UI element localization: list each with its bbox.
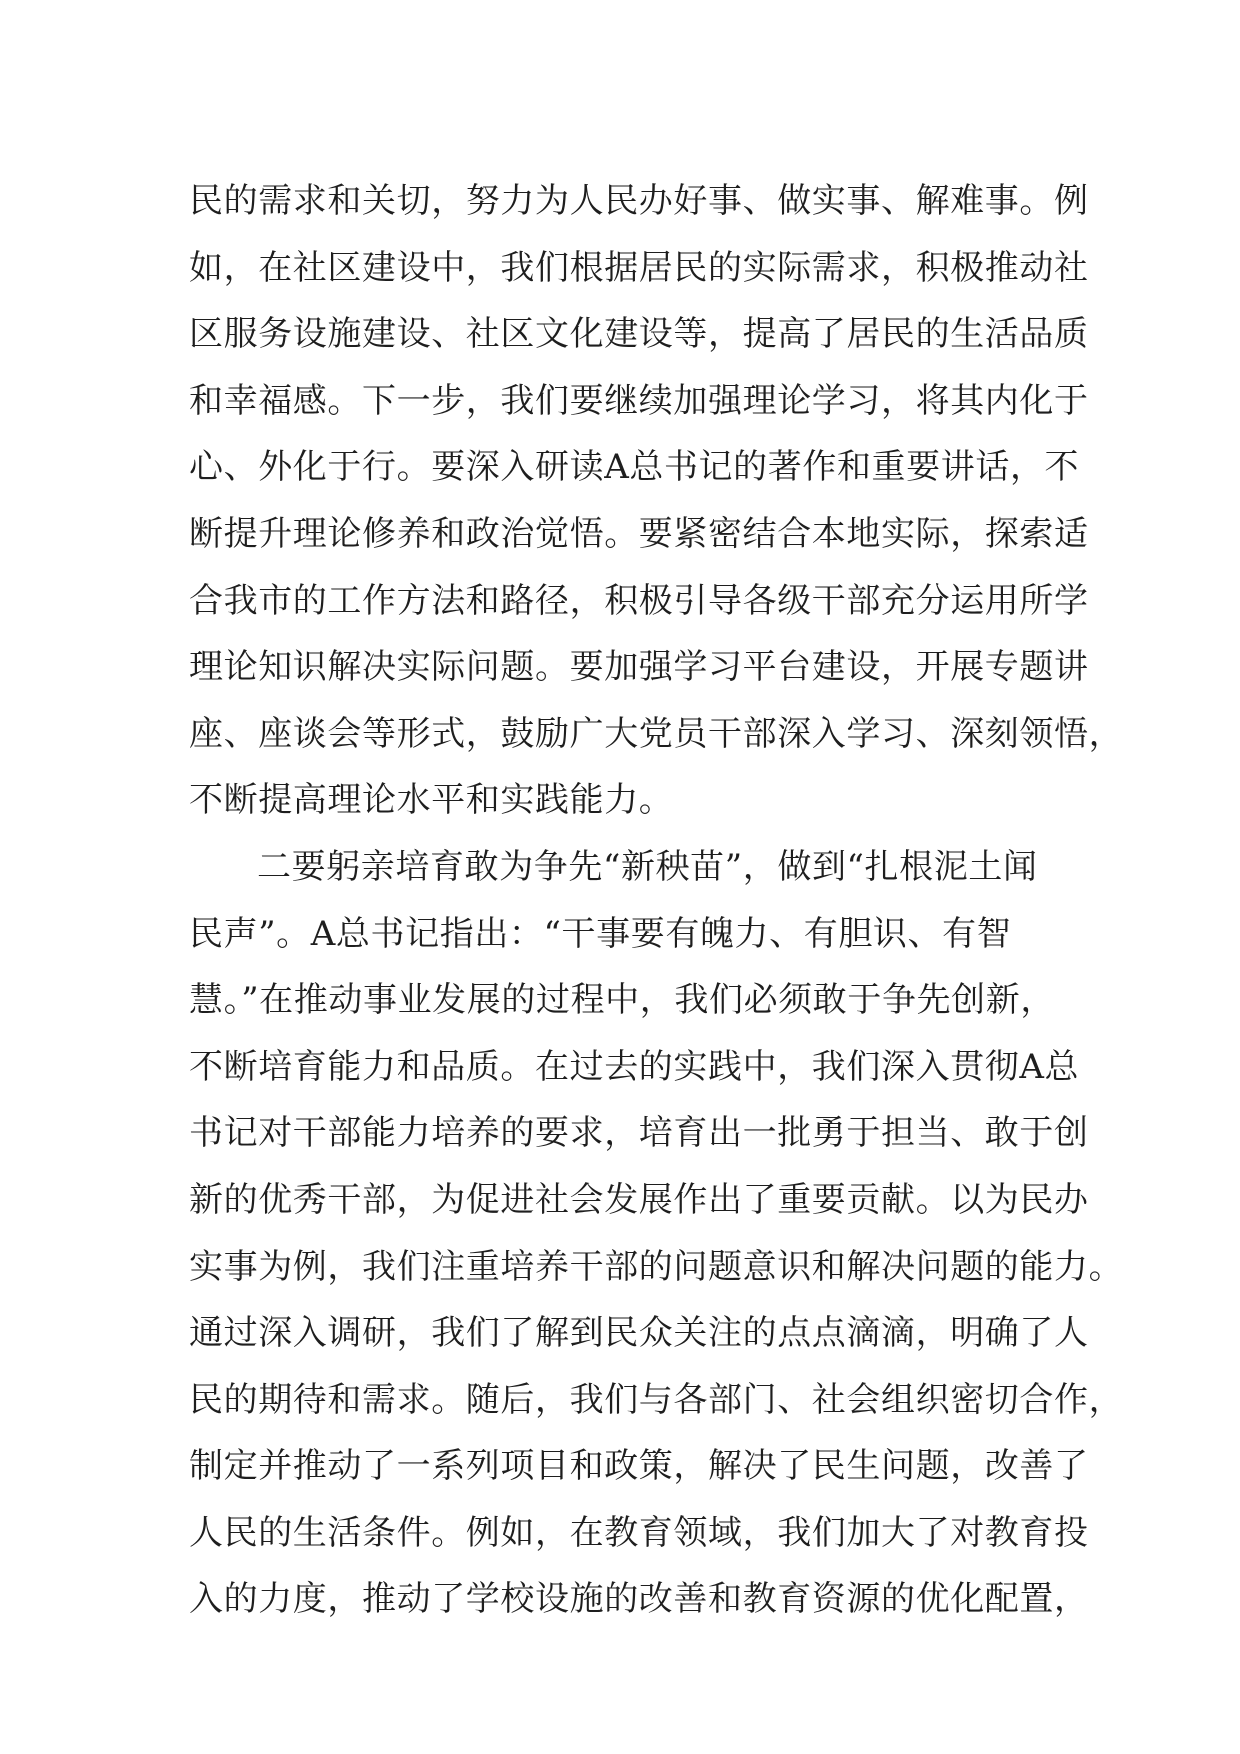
text-line: 实事为例，我们注重培养干部的问题意识和解决问题的能力。 [189, 1246, 1124, 1287]
text-line: 和幸福感。下一步，我们要继续加强理论学习，将其内化于 [189, 380, 1089, 421]
text-line: 书记对干部能力培养的要求，培育出一批勇于担当、敢于创 [189, 1113, 1089, 1154]
text-line: 断提升理论修养和政治觉悟。要紧密结合本地实际，探索适 [189, 513, 1089, 554]
body-text [189, 168, 1124, 1633]
text-line: 慧。”在推动事业发展的过程中，我们必须敢于争先创新， [189, 980, 1055, 1021]
text-line: 新的优秀干部，为促进社会发展作出了重要贡献。以为民办 [189, 1179, 1089, 1220]
text-line: 合我市的工作方法和路径，积极引导各级干部充分运用所学 [189, 580, 1089, 621]
text-line: 民的需求和关切，努力为人民办好事、做实事、解难事。例 [189, 181, 1089, 221]
text-line: 如，在社区建设中，我们根据居民的实际需求，积极推动社 [189, 247, 1089, 288]
text-line: 理论知识解决实际问题。要加强学习平台建设，开展专题讲 [189, 647, 1089, 688]
text-line: 民的期待和需求。随后，我们与各部门、社会组织密切合作， [189, 1379, 1124, 1420]
text-line: 入的力度，推动了学校设施的改善和教育资源的优化配置， [189, 1579, 1089, 1620]
paragraph-start-line: 二要躬亲培育敢为争先“新秧苗”，做到“扎根泥土闻 [257, 846, 1038, 887]
text-line: 民声”。A总书记指出：“干事要有魄力、有胆识、有智 [189, 913, 1012, 954]
text-line: 心、外化于行。要深入研读A总书记的著作和重要讲话，不 [189, 447, 1080, 488]
text-line: 通过深入调研，我们了解到民众关注的点点滴滴，明确了人 [189, 1313, 1089, 1354]
text-line: 人民的生活条件。例如，在教育领域，我们加大了对教育投 [189, 1512, 1089, 1553]
text-line: 制定并推动了一系列项目和政策，解决了民生问题，改善了 [189, 1446, 1089, 1487]
text-line: 不断提高理论水平和实践能力。 [189, 780, 674, 821]
text-line: 座、座谈会等形式，鼓励广大党员干部深入学习、深刻领悟， [189, 713, 1124, 754]
text-line: 不断培育能力和品质。在过去的实践中，我们深入贯彻A总 [189, 1046, 1080, 1087]
text-line: 区服务设施建设、社区文化建设等，提高了居民的生活品质 [189, 314, 1089, 355]
